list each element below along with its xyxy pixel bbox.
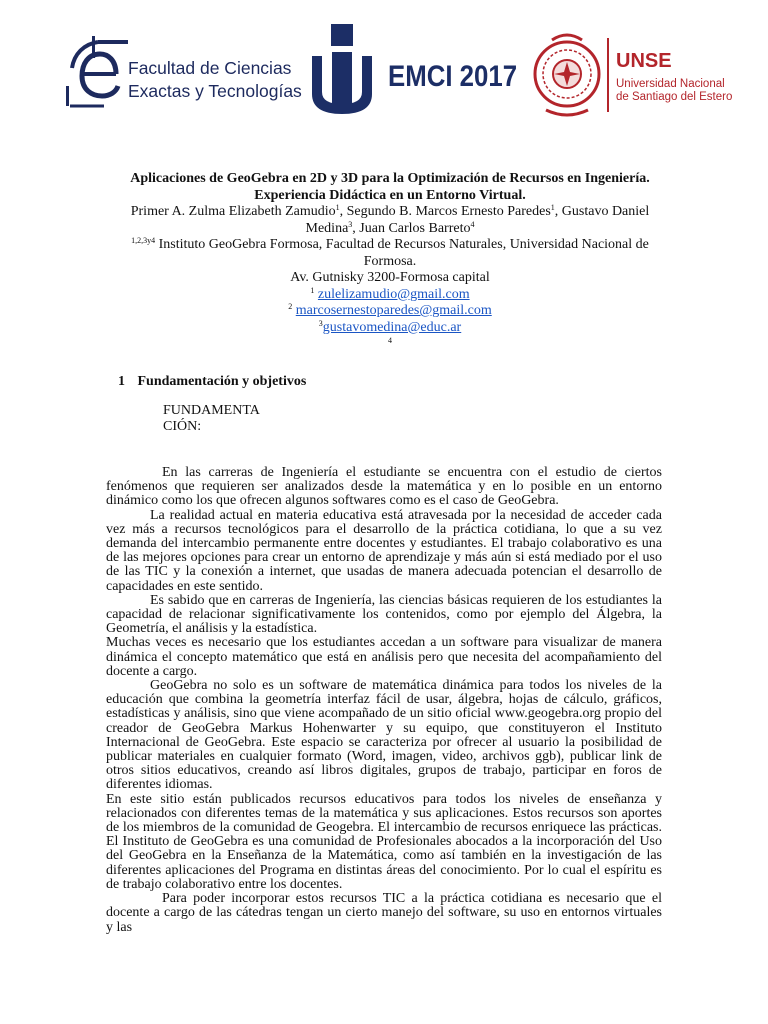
author-2-sup: 1 xyxy=(550,203,555,212)
email-1-sup: 1 xyxy=(310,285,315,295)
authors-line1 xyxy=(100,204,680,221)
emci-logo xyxy=(308,22,518,122)
unse-divider xyxy=(607,38,609,112)
paragraph-1: En las carreras de Ingeniería el estudiante se encuentra con el estudio de ciertos fenómenos que requieren ser analizados desde la matemática y en lo posible en un entorno dinámico como los que ofrecen algunos softwares como es el caso de GeoGebra. xyxy=(106,465,662,509)
paragraph-2: La realidad actual en materia educativa está atravesada por la necesidad de acceder cada vez más a recursos tecnológicos para el desarrollo de la práctica cotidiana, lo que a su vez demanda del intercambio permanente entre docentes y estudiantes. El trabajo colaborativo es una de las mejores opciones para crear un entorno de aprendizaje y más aún si está mediado por el uso de las TIC y la conexión a internet, que usadas de manera adecuada potencian el desarrollo de capacidades en este sentido. xyxy=(106,507,662,594)
emci-emblem-icon xyxy=(308,22,388,122)
author-3-last: Medina xyxy=(305,220,349,236)
email-2-line xyxy=(100,303,680,320)
paragraph-6: En este sitio están publicados recursos educativos para todos los niveles de enseñanza y relacionados con diferentes temas de la matemática y sus aplicaciones. Estos recursos son aportes de los miembros de la comunidad de Geogebra. El intercambio de recursos enriquece las prácticas. El Instituto de GeoGebra es una comunidad de Profesionales abocados a la incorporación del Uso del GeoGebra en la Enseñanza de la Matemática, como así también en la investigación de las diferentes aplicaciones del Programa en distintas áreas del conocimiento. Por lo cual el espíritu es de trabajo colaborativo entre los docentes. xyxy=(106,791,662,892)
author-1: Primer A. Zulma Elizabeth Zamudio xyxy=(130,204,336,219)
emci-title: EMCI 2017 xyxy=(388,60,518,93)
email-3-link[interactable]: gustavomedina@educ.ar xyxy=(322,319,462,335)
subheading xyxy=(163,403,260,435)
unse-logo xyxy=(530,30,768,130)
email-2-link[interactable]: marcosernestoparedes@gmail.com xyxy=(295,303,492,318)
fcet-name-line2: Exactas y Tecnologías xyxy=(128,81,302,101)
footnote-mark-4: 4 xyxy=(388,336,392,345)
subheading-line2: CIÓN: xyxy=(163,419,202,434)
unse-seal-icon xyxy=(530,30,604,122)
fcet-name-line1: Facultad de Ciencias xyxy=(128,58,292,78)
affiliation-line1 xyxy=(100,237,680,254)
fcet-logo xyxy=(64,34,302,114)
paragraph-3: Es sabido que en carreras de Ingeniería, las ciencias básicas requieren de los estudiantes la capacidad de relacionar significativamente los contenidos, como por ejemplo del Álgebra, la Geometría, el análisis y la estadística. xyxy=(106,592,662,637)
affiliation-line2: Formosa. xyxy=(363,253,417,269)
unse-acronym: UNSE xyxy=(616,50,672,72)
author-4-sup: 4 xyxy=(470,219,475,229)
unse-name-line2: de Santiago del Estero xyxy=(616,91,733,103)
affiliation-text: Instituto GeoGebra Formosa, Facultad de Recursos Naturales, Universidad Nacional de xyxy=(155,237,649,252)
paragraph-7: Para poder incorporar estos recursos TIC a la práctica cotidiana es necesario que el docente a cargo de las cátedras tengan un cierto manejo del software, su uso en entornos virtuales y las xyxy=(106,891,662,935)
body-text xyxy=(106,466,662,935)
author-4: , Juan Carlos Barreto xyxy=(352,220,471,236)
section-heading xyxy=(118,374,306,390)
subheading-line1: FUNDAMENTA xyxy=(163,403,260,418)
fcet-emblem-icon xyxy=(64,34,128,114)
unse-name-line1: Universidad Nacional xyxy=(616,78,725,90)
affiliation-sup: 1,2,3y4 xyxy=(131,236,156,245)
paper-title-line2: Experiencia Didáctica en un Entorno Virtual. xyxy=(254,188,526,203)
author-3-first: , Gustavo Daniel xyxy=(554,204,650,219)
email-3-sup: 3 xyxy=(318,318,323,328)
section-number: 1 xyxy=(118,374,125,389)
page-header xyxy=(0,0,768,140)
unse-full-name xyxy=(616,78,732,104)
paragraph-5: GeoGebra no solo es un software de matemática dinámica para todos los niveles de la educación que combina la geometría interfaz fácil de usar, álgebra, hojas de cálculo, gráficos, estadísticas y análisis, sino que viene acompañado de un sitio oficial www.geogebra.org propio del creador de GeoGebra Markus Hohenwarter y su equipo, que constituyeron el Instituto Internacional de GeoGebra. Este espacio se caracteriza por ofrecer al usuario la posibilidad de publicar materiales en cualquier formato (Word, imagen, video, archivos ggb), publicar link de otros sitios educativos, creando así libros digitales, grupos de trabajo, participar en foros de diferentes idiomas. xyxy=(106,678,662,793)
affiliation-address: Av. Gutnisky 3200-Formosa capital xyxy=(290,270,490,285)
authors-line2 xyxy=(100,221,680,238)
email-2-sup: 2 xyxy=(288,302,293,311)
email-3-line xyxy=(100,320,680,337)
paragraph-4: Muchas veces es necesario que los estudiantes accedan a un software para visualizar de manera dinámica el concepto matemático que está en análisis pero que necesita del acompañamiento del docente a cargo. xyxy=(106,635,662,679)
email-1-line xyxy=(100,287,680,304)
author-3-sup: 3 xyxy=(348,219,353,229)
email-1-link[interactable]: zulelizamudio@gmail.com xyxy=(317,286,470,302)
author-2: , Segundo B. Marcos Ernesto Paredes xyxy=(339,204,551,219)
paper-title-line1: Aplicaciones de GeoGebra en 2D y 3D para la Optimización de Recursos en Ingeniería. xyxy=(130,171,650,186)
title-block xyxy=(100,170,680,346)
section-title: Fundamentación y objetivos xyxy=(137,374,307,389)
author-1-sup: 1 xyxy=(335,203,340,212)
